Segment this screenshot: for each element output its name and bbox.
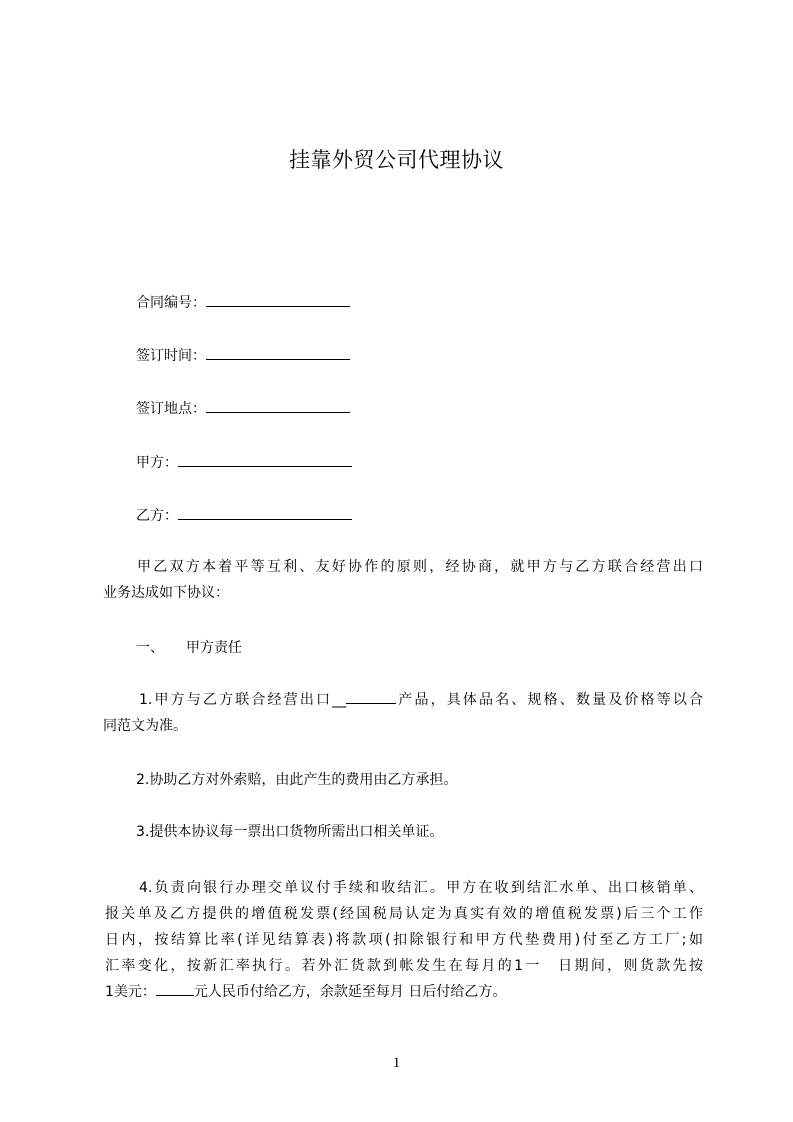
- field-contract-number: [136, 292, 350, 312]
- section-number: 一、: [136, 640, 164, 656]
- field-label: 签订地点：: [136, 401, 206, 417]
- blank-line: [206, 398, 350, 413]
- blank-line: [206, 292, 350, 307]
- section-heading-1: [136, 638, 242, 658]
- page-number: 1: [392, 1055, 401, 1071]
- text-line: 2.协助乙方对外索赔，由此产生的费用由乙方承担。: [136, 772, 458, 788]
- text-line: 甲乙双方本着平等互利、友好协作的原则，经协商，就甲方与乙方联合经营出口: [137, 559, 703, 575]
- clause-blank: __: [332, 692, 347, 708]
- field-sign-date: [136, 345, 350, 365]
- clause-text: 1.甲方与乙方联合经营出口: [139, 692, 333, 708]
- blank-line: [346, 703, 396, 704]
- clause-1: [103, 687, 703, 739]
- field-label: 乙方：: [136, 508, 178, 524]
- clause-3: [103, 819, 703, 845]
- document-title: 挂靠外贸公司代理协议: [289, 148, 504, 172]
- text-line: 同范文为准。: [103, 718, 187, 734]
- field-label: 甲方：: [136, 455, 178, 471]
- text-line: 汇率变化，按新汇率执行。若外汇货款到帐发生在每月的1一 日期间，则货款先按: [105, 958, 703, 974]
- text-line: [103, 979, 703, 1005]
- field-party-b: [136, 505, 352, 525]
- section-title: 甲方责任: [186, 640, 242, 656]
- clause-text: 产品，具体品名、规格、数量及价格等以合: [396, 692, 703, 708]
- clause-text: 1美元：: [105, 984, 156, 1000]
- text-line: 报关单及乙方提供的增值税发票(经国税局认定为真实有效的增值税发票)后三个工作: [105, 906, 703, 922]
- blank-line: [178, 452, 352, 467]
- blank-line: [206, 345, 350, 360]
- text-line: 日内，按结算比率(详见结算表)将款项(扣除银行和甲方代垫费用)付至乙方工厂;如: [105, 932, 703, 948]
- clause-4: [103, 875, 703, 1005]
- field-sign-place: [136, 398, 350, 418]
- blank-line: [156, 995, 194, 996]
- field-label: 签订时间：: [136, 348, 206, 364]
- text-line: 3.提供本协议每一票出口货物所需出口相关单证。: [136, 824, 444, 840]
- blank-line: [178, 505, 352, 520]
- field-label: 合同编号：: [136, 295, 206, 311]
- field-party-a: [136, 452, 352, 472]
- text-line: [103, 687, 703, 713]
- clause-2: [103, 767, 703, 793]
- clause-text: 元人民币付给乙方，余款延至每月 日后付给乙方。: [193, 984, 507, 1000]
- text-line: 业务达成如下协议：: [103, 585, 229, 601]
- text-line: 4.负责向银行办理交单议付手续和收结汇。甲方在收到结汇水单、出口核销单、: [139, 880, 703, 896]
- intro-paragraph: [103, 554, 703, 606]
